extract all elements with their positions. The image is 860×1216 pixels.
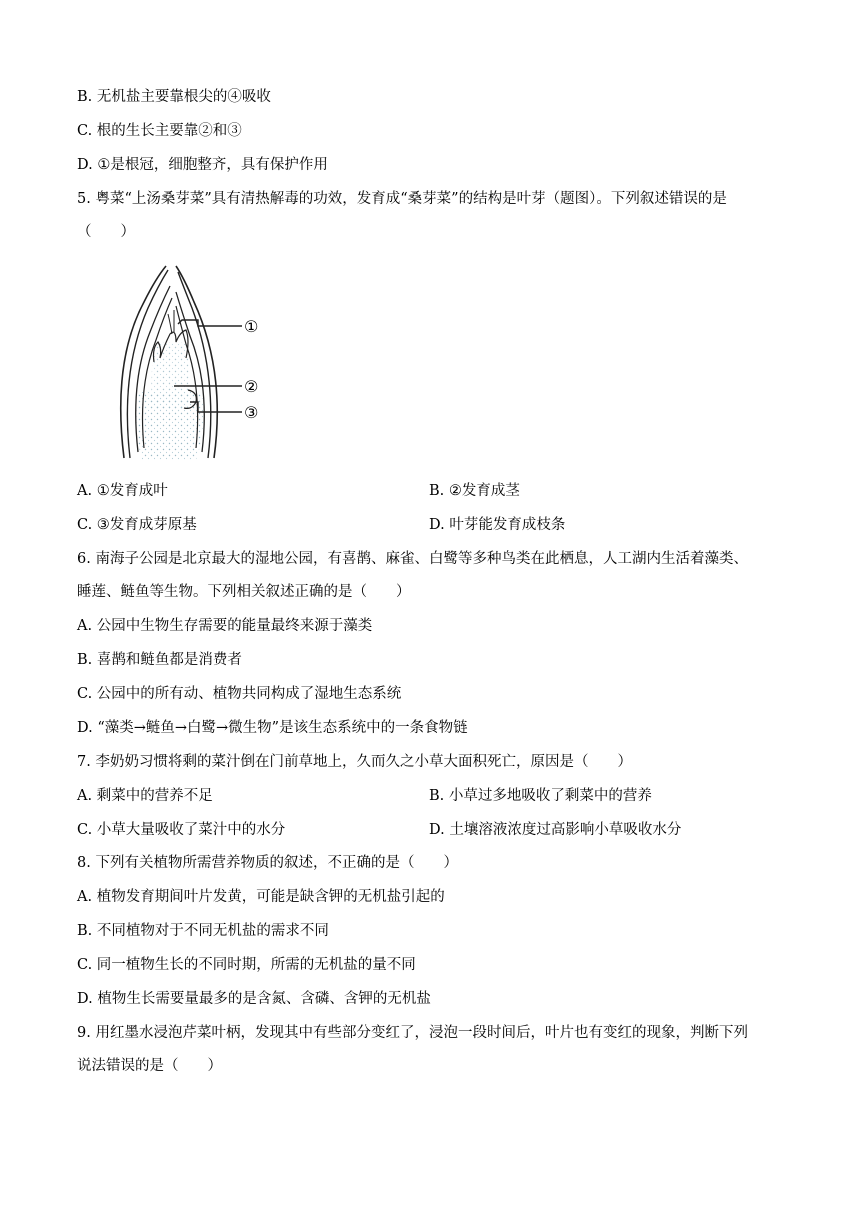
q5-option-a: A. ①发育成叶	[77, 483, 168, 499]
q6-stem-line1: 6. 南海子公园是北京最大的湿地公园，有喜鹊、麻雀、白鹭等多种鸟类在此栖息，人工湖内生活着藻类、	[77, 551, 748, 567]
leaf-bud-svg	[114, 262, 274, 462]
diagram-label-3: ③	[244, 403, 259, 422]
q8-option-b: B. 不同植物对于不同无机盐的需求不同	[77, 923, 329, 939]
q4-option-c: C. 根的生长主要靠②和③	[77, 123, 242, 139]
q5-option-b: B. ②发育成茎	[429, 483, 520, 499]
diagram-label-2: ②	[244, 377, 259, 396]
q5-option-d: D. 叶芽能发育成枝条	[429, 517, 566, 533]
q7-option-b: B. 小草过多地吸收了剩菜中的营养	[429, 788, 652, 804]
diagram-label-1: ①	[244, 317, 259, 336]
q6-option-b: B. 喜鹊和鲢鱼都是消费者	[77, 652, 242, 668]
q8-option-a: A. 植物发育期间叶片发黄，可能是缺含钾的无机盐引起的	[77, 889, 445, 905]
q9-stem-line2: 说法错误的是（ ）	[77, 1058, 222, 1074]
q5-stem-line1: 5. 粤菜“上汤桑芽菜”具有清热解毒的功效，发育成“桑芽菜”的结构是叶芽（题图）。下列叙述错误的是	[77, 191, 727, 207]
q7-option-a: A. 剩菜中的营养不足	[77, 788, 213, 804]
q8-stem: 8. 下列有关植物所需营养物质的叙述，不正确的是（ ）	[77, 855, 458, 871]
q7-stem: 7. 李奶奶习惯将剩的菜汁倒在门前草地上，久而久之小草大面积死亡，原因是（ ）	[77, 754, 632, 770]
q4-option-d: D. ①是根冠，细胞整齐，具有保护作用	[77, 157, 328, 173]
q8-option-d: D. 植物生长需要量最多的是含氮、含磷、含钾的无机盐	[77, 991, 431, 1007]
q6-stem-line2: 睡莲、鲢鱼等生物。下列相关叙述正确的是（ ）	[77, 584, 411, 600]
q6-option-d: D. “藻类→鲢鱼→白鹭→微生物”是该生态系统中的一条食物链	[77, 720, 468, 736]
q7-option-d: D. 土壤溶液浓度过高影响小草吸收水分	[429, 822, 682, 838]
q4-option-b: B. 无机盐主要靠根尖的④吸收	[77, 89, 271, 105]
q5-stem-line2: （ ）	[77, 224, 135, 240]
q9-stem-line1: 9. 用红墨水浸泡芹菜叶柄，发现其中有些部分变红了，浸泡一段时间后，叶片也有变红的现象，判断下列	[77, 1025, 748, 1041]
q5-option-c: C. ③发育成芽原基	[77, 517, 197, 533]
q7-option-c: C. 小草大量吸收了菜汁中的水分	[77, 822, 286, 838]
q8-option-c: C. 同一植物生长的不同时期，所需的无机盐的量不同	[77, 957, 416, 973]
leaf-bud-diagram	[114, 262, 274, 462]
q6-option-c: C. 公园中的所有动、植物共同构成了湿地生态系统	[77, 686, 402, 702]
q6-option-a: A. 公园中生物生存需要的能量最终来源于藻类	[77, 618, 373, 634]
